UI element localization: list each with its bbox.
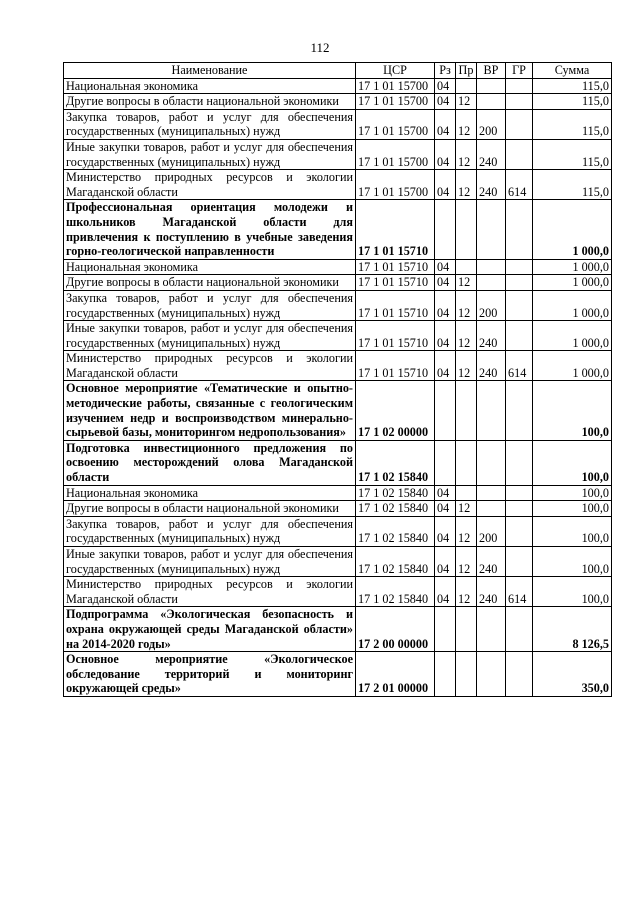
cell-csr: 17 1 02 15840: [356, 501, 435, 517]
cell-vr: 200: [477, 109, 506, 139]
cell-pr: [456, 607, 477, 652]
cell-gr: [506, 275, 533, 291]
cell-csr: 17 1 01 15710: [356, 275, 435, 291]
cell-name: Другие вопросы в области национальной экономики: [64, 94, 356, 110]
cell-sum: 100,0: [533, 485, 612, 501]
table-row: [64, 485, 612, 501]
cell-sum: 115,0: [533, 170, 612, 200]
cell-vr: [477, 259, 506, 275]
cell-sum: 1 000,0: [533, 290, 612, 320]
cell-sum: 100,0: [533, 577, 612, 607]
cell-sum: 115,0: [533, 139, 612, 169]
cell-rz: 04: [435, 94, 456, 110]
cell-rz: [435, 607, 456, 652]
cell-gr: [506, 259, 533, 275]
cell-rz: 04: [435, 501, 456, 517]
cell-name: Закупка товаров, работ и услуг для обеспечения государственных (муниципальных) нужд: [64, 516, 356, 546]
cell-rz: 04: [435, 170, 456, 200]
cell-rz: 04: [435, 485, 456, 501]
header-vr: ВР: [477, 63, 506, 79]
cell-pr: 12: [456, 516, 477, 546]
cell-vr: [477, 94, 506, 110]
cell-gr: [506, 139, 533, 169]
cell-name: Закупка товаров, работ и услуг для обеспечения государственных (муниципальных) нужд: [64, 109, 356, 139]
cell-name: Министерство природных ресурсов и экологии Магаданской области: [64, 170, 356, 200]
table-row: [64, 547, 612, 577]
table-row: [64, 652, 612, 697]
cell-gr: 614: [506, 170, 533, 200]
cell-pr: 12: [456, 547, 477, 577]
cell-rz: 04: [435, 259, 456, 275]
cell-gr: [506, 547, 533, 577]
cell-csr: 17 1 02 00000: [356, 381, 435, 440]
cell-pr: 12: [456, 275, 477, 291]
cell-csr: 17 1 02 15840: [356, 547, 435, 577]
cell-sum: 100,0: [533, 547, 612, 577]
cell-sum: 100,0: [533, 381, 612, 440]
cell-vr: [477, 78, 506, 94]
cell-gr: [506, 321, 533, 351]
table-row: [64, 290, 612, 320]
cell-gr: 614: [506, 577, 533, 607]
cell-rz: 04: [435, 321, 456, 351]
cell-name: Основное мероприятие «Экологическое обследование территорий и мониторинг окружающей среды»: [64, 652, 356, 697]
cell-csr: 17 2 00 00000: [356, 607, 435, 652]
cell-rz: [435, 381, 456, 440]
cell-csr: 17 1 01 15710: [356, 200, 435, 259]
cell-gr: [506, 652, 533, 697]
table-row: [64, 440, 612, 485]
cell-name: Национальная экономика: [64, 259, 356, 275]
cell-gr: [506, 516, 533, 546]
cell-pr: 12: [456, 351, 477, 381]
cell-name: Подпрограмма «Экологическая безопасность и охрана окружающей среды Магаданской области» на 2014-2020 годы»: [64, 607, 356, 652]
cell-pr: [456, 78, 477, 94]
cell-rz: 04: [435, 275, 456, 291]
cell-name: Закупка товаров, работ и услуг для обеспечения государственных (муниципальных) нужд: [64, 290, 356, 320]
cell-csr: 17 2 01 00000: [356, 652, 435, 697]
cell-pr: [456, 259, 477, 275]
cell-vr: [477, 607, 506, 652]
cell-sum: 350,0: [533, 652, 612, 697]
cell-rz: 04: [435, 290, 456, 320]
budget-table: [63, 62, 612, 697]
cell-vr: 240: [477, 321, 506, 351]
cell-name: Национальная экономика: [64, 78, 356, 94]
cell-vr: [477, 485, 506, 501]
cell-rz: 04: [435, 139, 456, 169]
cell-vr: 200: [477, 516, 506, 546]
cell-pr: [456, 440, 477, 485]
cell-rz: 04: [435, 109, 456, 139]
table-row: [64, 321, 612, 351]
cell-sum: 8 126,5: [533, 607, 612, 652]
cell-rz: 04: [435, 78, 456, 94]
cell-gr: [506, 109, 533, 139]
cell-vr: 200: [477, 290, 506, 320]
cell-name: Иные закупки товаров, работ и услуг для обеспечения государственных (муниципальных) нужд: [64, 321, 356, 351]
table-row: [64, 501, 612, 517]
header-name: Наименование: [64, 63, 356, 79]
cell-gr: [506, 440, 533, 485]
table-row: [64, 516, 612, 546]
cell-csr: 17 1 02 15840: [356, 485, 435, 501]
table-row: [64, 139, 612, 169]
table-row: [64, 275, 612, 291]
cell-gr: [506, 485, 533, 501]
cell-vr: [477, 652, 506, 697]
table-row: [64, 577, 612, 607]
table-row: [64, 109, 612, 139]
cell-vr: 240: [477, 170, 506, 200]
cell-pr: 12: [456, 109, 477, 139]
table-row: [64, 351, 612, 381]
table-row: [64, 78, 612, 94]
cell-rz: 04: [435, 547, 456, 577]
table-row: [64, 259, 612, 275]
cell-vr: [477, 275, 506, 291]
header-row: [64, 63, 612, 79]
cell-csr: 17 1 01 15700: [356, 170, 435, 200]
cell-rz: [435, 440, 456, 485]
table-row: [64, 200, 612, 259]
cell-pr: [456, 652, 477, 697]
cell-sum: 115,0: [533, 109, 612, 139]
cell-vr: [477, 381, 506, 440]
cell-sum: 100,0: [533, 501, 612, 517]
cell-sum: 115,0: [533, 94, 612, 110]
cell-name: Другие вопросы в области национальной экономики: [64, 501, 356, 517]
header-rz: Рз: [435, 63, 456, 79]
cell-vr: 240: [477, 139, 506, 169]
cell-rz: 04: [435, 516, 456, 546]
cell-pr: 12: [456, 139, 477, 169]
table-row: [64, 94, 612, 110]
cell-pr: [456, 381, 477, 440]
cell-gr: [506, 290, 533, 320]
cell-csr: 17 1 01 15710: [356, 290, 435, 320]
cell-gr: [506, 607, 533, 652]
cell-pr: 12: [456, 94, 477, 110]
cell-name: Министерство природных ресурсов и экологии Магаданской области: [64, 577, 356, 607]
cell-name: Профессиональная ориентация молодежи и школьников Магаданской области для привлечения к поступлению в учебные заведения горно-геологической направленности: [64, 200, 356, 259]
page-number: 112: [310, 40, 330, 55]
cell-csr: 17 1 02 15840: [356, 516, 435, 546]
cell-vr: 240: [477, 351, 506, 381]
cell-pr: 12: [456, 321, 477, 351]
cell-pr: [456, 485, 477, 501]
cell-gr: 614: [506, 351, 533, 381]
cell-sum: 1 000,0: [533, 259, 612, 275]
cell-csr: 17 1 02 15840: [356, 440, 435, 485]
cell-name: Другие вопросы в области национальной экономики: [64, 275, 356, 291]
cell-pr: 12: [456, 577, 477, 607]
cell-rz: [435, 652, 456, 697]
cell-pr: 12: [456, 290, 477, 320]
cell-vr: 240: [477, 547, 506, 577]
cell-csr: 17 1 02 15840: [356, 577, 435, 607]
cell-rz: 04: [435, 577, 456, 607]
header-csr: ЦСР: [356, 63, 435, 79]
cell-name: Национальная экономика: [64, 485, 356, 501]
cell-vr: [477, 200, 506, 259]
cell-name: Подготовка инвестиционного предложения по освоению месторождений олова Магаданской области: [64, 440, 356, 485]
cell-sum: 100,0: [533, 516, 612, 546]
cell-gr: [506, 501, 533, 517]
cell-csr: 17 1 01 15710: [356, 259, 435, 275]
cell-vr: 240: [477, 577, 506, 607]
cell-csr: 17 1 01 15700: [356, 78, 435, 94]
cell-sum: 1 000,0: [533, 351, 612, 381]
cell-gr: [506, 94, 533, 110]
cell-sum: 100,0: [533, 440, 612, 485]
header-sum: Сумма: [533, 63, 612, 79]
cell-pr: 12: [456, 170, 477, 200]
cell-sum: 1 000,0: [533, 321, 612, 351]
header-pr: Пр: [456, 63, 477, 79]
cell-sum: 115,0: [533, 78, 612, 94]
cell-vr: [477, 501, 506, 517]
header-gr: ГР: [506, 63, 533, 79]
cell-name: Иные закупки товаров, работ и услуг для обеспечения государственных (муниципальных) нужд: [64, 547, 356, 577]
cell-gr: [506, 200, 533, 259]
table-row: [64, 170, 612, 200]
table-row: [64, 381, 612, 440]
cell-sum: 1 000,0: [533, 275, 612, 291]
cell-pr: 12: [456, 501, 477, 517]
cell-name: Министерство природных ресурсов и экологии Магаданской области: [64, 351, 356, 381]
cell-vr: [477, 440, 506, 485]
cell-sum: 1 000,0: [533, 200, 612, 259]
cell-name: Основное мероприятие «Тематические и опытно-методические работы, связанные с геологическим изучением недр и воспроизводством минерально-сырьевой базы, мониторингом недропользования»: [64, 381, 356, 440]
cell-csr: 17 1 01 15700: [356, 94, 435, 110]
cell-gr: [506, 381, 533, 440]
cell-rz: [435, 200, 456, 259]
cell-csr: 17 1 01 15710: [356, 321, 435, 351]
cell-rz: 04: [435, 351, 456, 381]
table-row: [64, 607, 612, 652]
cell-csr: 17 1 01 15710: [356, 351, 435, 381]
cell-csr: 17 1 01 15700: [356, 139, 435, 169]
cell-name: Иные закупки товаров, работ и услуг для обеспечения государственных (муниципальных) нужд: [64, 139, 356, 169]
cell-csr: 17 1 01 15700: [356, 109, 435, 139]
cell-gr: [506, 78, 533, 94]
cell-pr: [456, 200, 477, 259]
